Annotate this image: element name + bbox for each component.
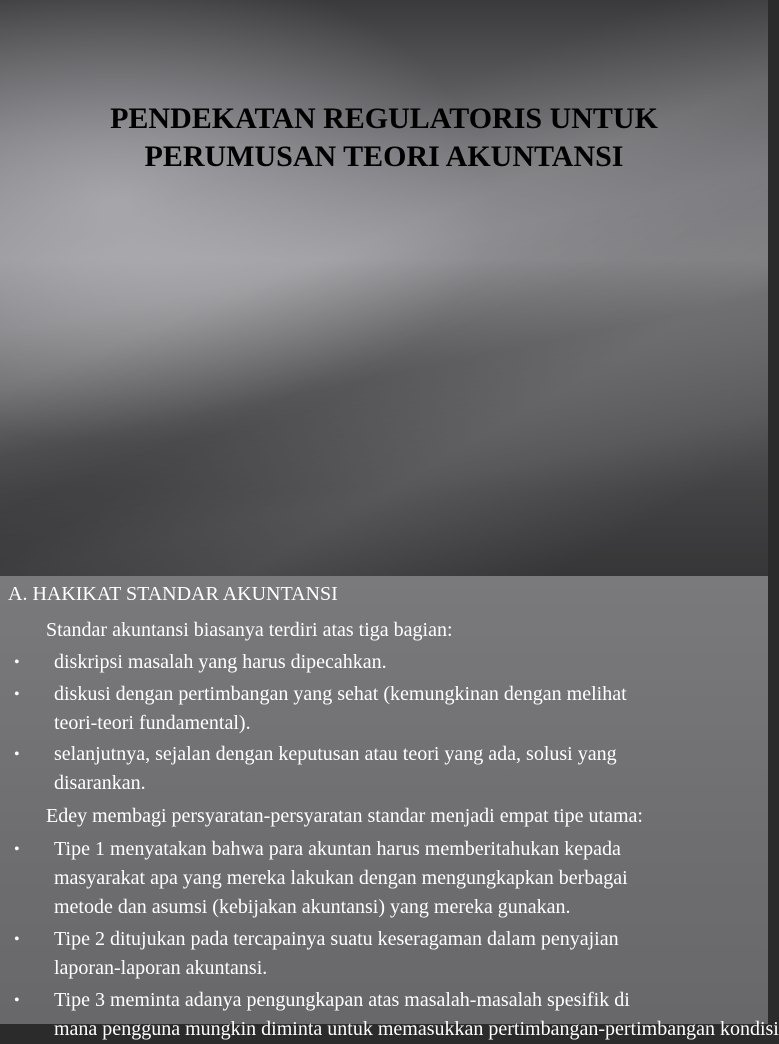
bullet-marker: • (14, 992, 20, 1009)
bullet-text: Tipe 2 ditujukan pada tercapainya suatu keseragaman dalam penyajian (54, 928, 619, 950)
bullet-marker: • (14, 686, 20, 703)
bullet-text: metode dan asumsi (kebijakan akuntansi) yang mereka gunakan. (54, 896, 571, 918)
title-line-2: PERUMUSAN TEORI AKUNTANSI (144, 140, 624, 173)
title-line-1: PENDEKATAN REGULATORIS UNTUK (110, 102, 658, 135)
intro-text-1: Standar akuntansi biasanya terdiri atas tiga bagian: (46, 619, 453, 641)
bullet-text: selanjutnya, sejalan dengan keputusan atau teori yang ada, solusi yang (54, 743, 617, 765)
bullet-text: laporan-laporan akuntansi. (54, 957, 268, 979)
bullet-marker: • (14, 746, 20, 763)
bullet-text: masyarakat apa yang mereka lakukan dengan mengungkapkan berbagai (54, 867, 628, 889)
bullet-text: disarankan. (54, 772, 146, 794)
bullet-text: teori-teori fundamental). (54, 712, 251, 734)
bullet-text: diskripsi masalah yang harus dipecahkan. (54, 651, 387, 673)
bullet-marker: • (14, 841, 20, 858)
bullet-marker: • (14, 654, 20, 671)
slide-title (40, 100, 728, 176)
bullet-marker: • (14, 931, 20, 948)
bullet-text: diskusi dengan pertimbangan yang sehat (kemungkinan dengan melihat (54, 683, 627, 705)
section-heading: A. HAKIKAT STANDAR AKUNTANSI (8, 583, 338, 605)
content-slide (0, 576, 779, 1040)
bullet-text: Tipe 1 menyatakan bahwa para akuntan harus memberitahukan kepada (54, 838, 621, 860)
bullet-text: Tipe 3 meminta adanya pengungkapan atas masalah-masalah spesifik di (54, 989, 630, 1011)
bullet-text: mana pengguna mungkin diminta untuk memasukkan pertimbangan-pertimbangan kondisi (54, 1018, 779, 1040)
intro-text-2: Edey membagi persyaratan-persyaratan standar menjadi empat tipe utama: (46, 805, 643, 827)
